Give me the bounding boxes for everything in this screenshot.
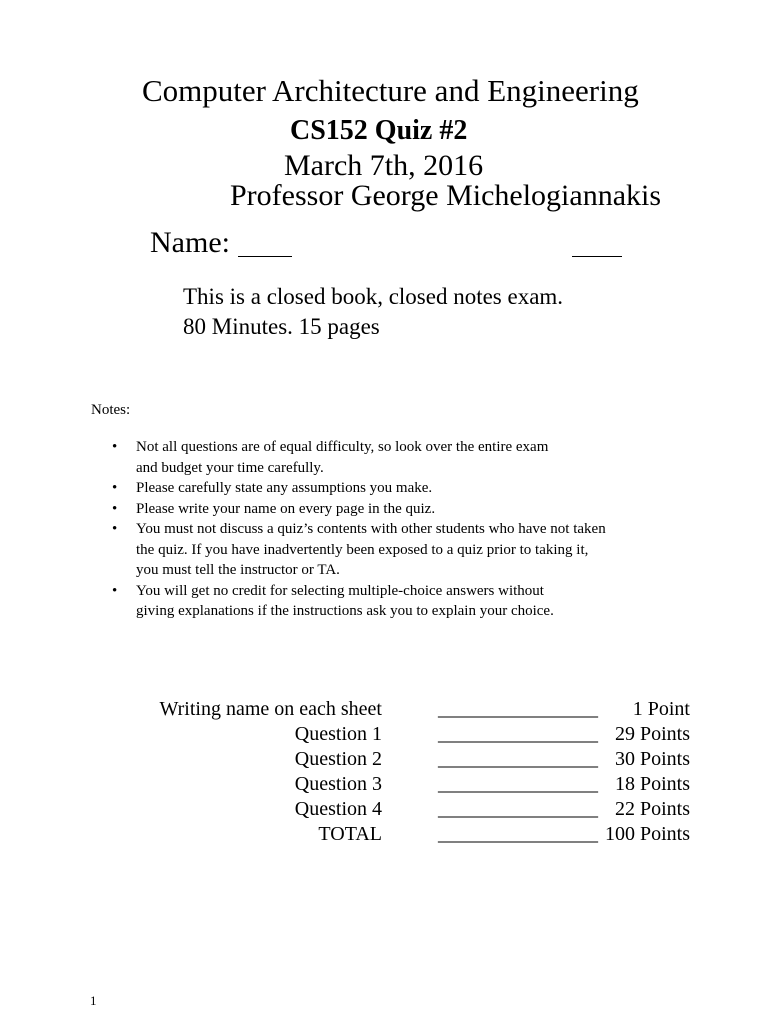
score-label: Writing name on each sheet <box>159 698 382 720</box>
score-label: Question 3 <box>294 773 382 795</box>
exam-rules-line: This is a closed book, closed notes exam. <box>183 284 564 309</box>
note-item <box>112 581 672 622</box>
name-label: Name: <box>150 226 230 259</box>
note-line: and budget your time carefully. <box>136 459 324 476</box>
score-row <box>150 772 695 797</box>
bullet-icon: • <box>112 480 118 496</box>
score-blank[interactable]: ________________ <box>438 798 598 820</box>
bullet-icon: • <box>112 582 118 599</box>
score-row <box>150 747 695 772</box>
note-line: You will get no credit for selecting multiple-choice answers without <box>136 582 544 599</box>
note-line: You must not discuss a quiz’s contents with other students who have not taken <box>136 521 606 537</box>
note-item <box>112 478 672 499</box>
score-points: 1 Point <box>632 698 690 720</box>
note-line: you must tell the instructor or TA. <box>136 562 340 578</box>
score-label: Question 1 <box>294 723 382 745</box>
score-row <box>150 797 695 822</box>
score-blank[interactable]: ________________ <box>438 723 598 745</box>
notes-list <box>112 437 672 622</box>
score-points: 100 Points <box>604 823 690 845</box>
score-points: 30 Points <box>614 748 690 770</box>
exam-duration-line: 80 Minutes. 15 pages <box>183 314 380 339</box>
note-line: Please write your name on every page in the quiz. <box>136 500 436 517</box>
score-blank[interactable]: ________________ <box>438 773 598 795</box>
page-number: 1 <box>90 993 97 1008</box>
professor-name: Professor George Michelogiannakis <box>230 179 662 212</box>
notes-label: Notes: <box>91 402 131 418</box>
name-blank-start[interactable] <box>238 256 292 257</box>
score-points: 22 Points <box>614 798 690 820</box>
score-points: 29 Points <box>614 723 690 745</box>
score-blank[interactable]: ________________ <box>438 748 598 770</box>
score-label: Question 4 <box>294 798 382 820</box>
score-row <box>150 697 695 722</box>
bullet-icon: • <box>112 521 118 537</box>
note-line: the quiz. If you have inadvertently been exposed to a quiz prior to taking it, <box>136 541 589 558</box>
note-line: giving explanations if the instructions ask you to explain your choice. <box>136 603 554 619</box>
note-item <box>112 437 672 478</box>
score-row <box>150 722 695 747</box>
score-blank[interactable]: ________________ <box>438 823 598 845</box>
name-blank-end[interactable] <box>572 256 622 257</box>
note-line: Please carefully state any assumptions you make. <box>136 480 433 496</box>
course-title: Computer Architecture and Engineering <box>142 73 639 108</box>
note-line: Not all questions are of equal difficulty, so look over the entire exam <box>136 439 549 455</box>
note-item <box>112 499 672 520</box>
score-label: TOTAL <box>318 823 382 845</box>
score-label: Question 2 <box>294 748 382 770</box>
score-blank[interactable]: ________________ <box>438 698 598 720</box>
score-points: 18 Points <box>614 773 690 795</box>
note-item <box>112 519 672 581</box>
quiz-title: CS152 Quiz #2 <box>290 115 468 146</box>
bullet-icon: • <box>112 439 118 455</box>
bullet-icon: • <box>112 500 118 517</box>
score-table <box>150 697 695 847</box>
score-row-total <box>150 822 695 847</box>
quiz-date: March 7th, 2016 <box>284 149 484 182</box>
